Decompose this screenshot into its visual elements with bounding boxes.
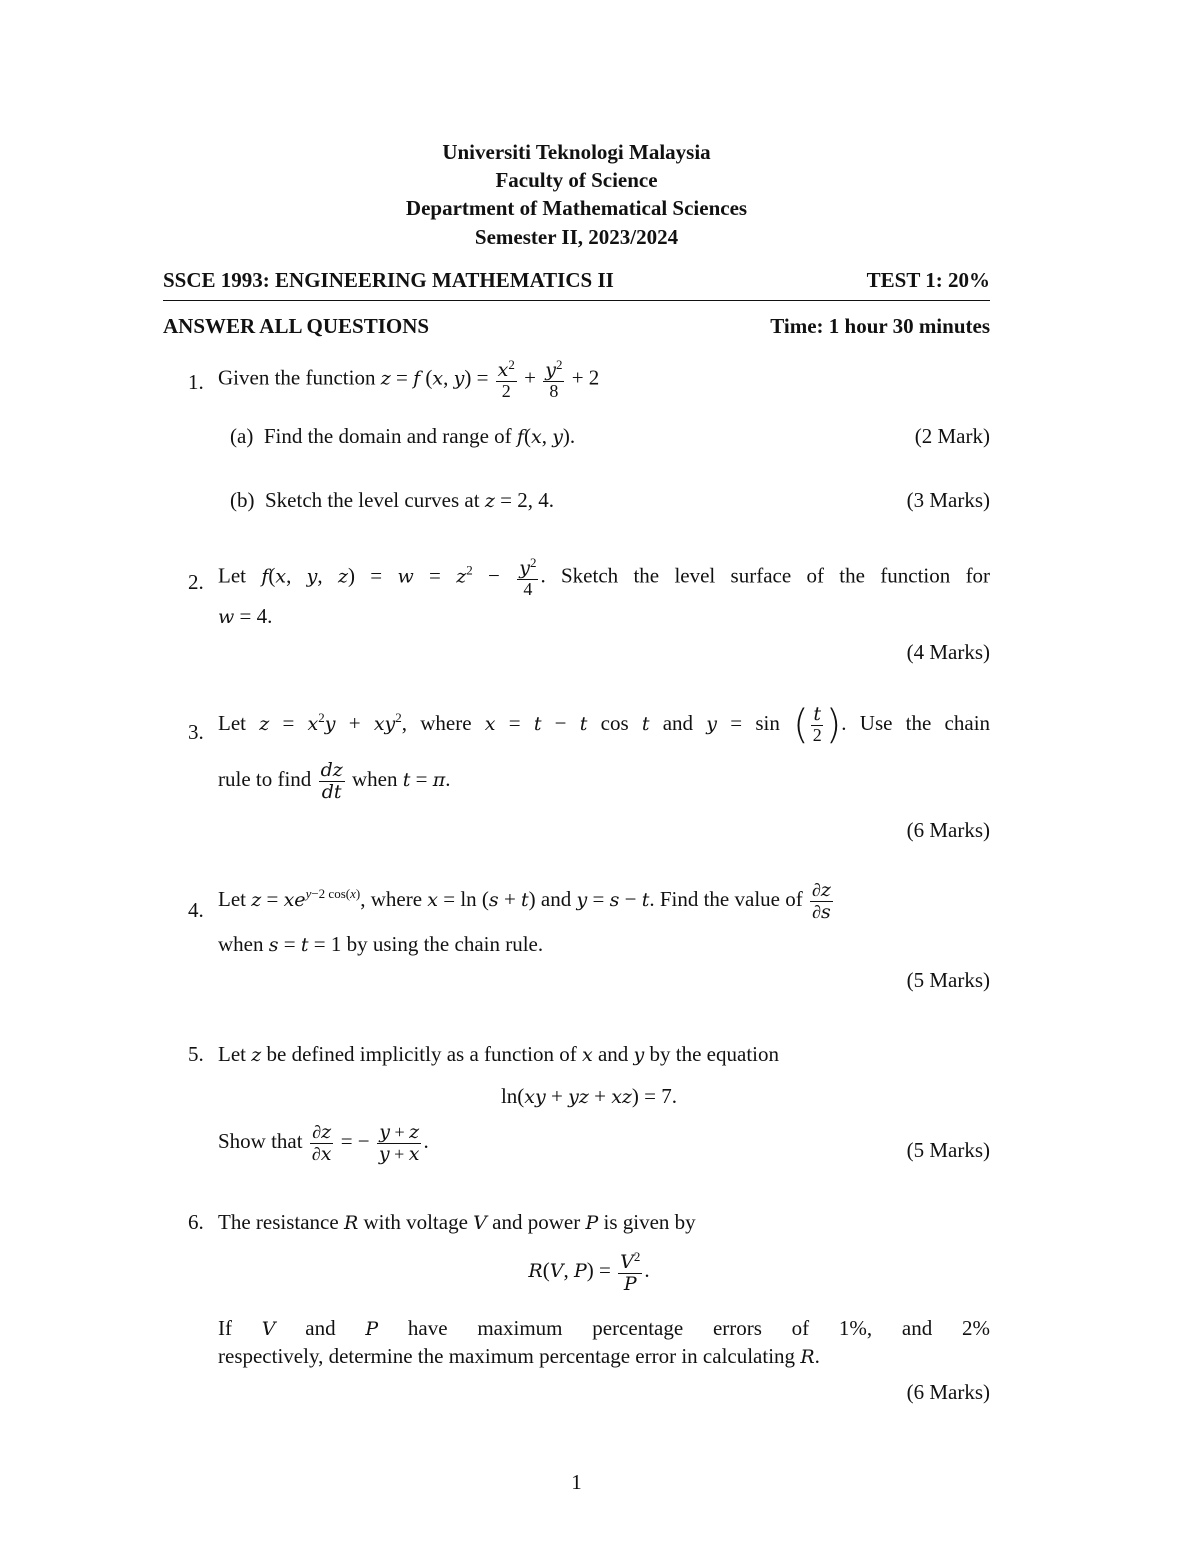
instruction-row [163,314,990,339]
university-name: Universiti Teknologi Malaysia [442,140,711,164]
question-text: Let $z = xe^{y-2 cos(x)}$, where x = ln (s + t) and y = s − t. Find the value of $\frac{\partial z}{\partial s}$ [218,879,831,923]
fraction: $\frac{dz}{dt}$ [320,759,343,803]
resistance-formula: R(V, P) = $\frac{V^2}{P}$ . [528,1249,650,1295]
question-number: 1. [188,370,204,394]
question-1 [188,357,990,512]
fraction: $\frac{\partial z}{\partial s}$ [811,879,831,923]
marks: (5 Marks) [906,968,990,992]
semester: Semester II, 2023/2024 [474,225,679,249]
fraction: $\frac{y + z}{y + x}$ [378,1121,420,1165]
question-text-cont: when s = t = 1 by using the chain rule. [218,932,544,956]
time-allowed: Time: 1 hour 30 minutes [770,314,990,338]
course-title: SSCE 1993: ENGINEERING MATHEMATICS II [163,268,614,292]
question-text-cont: If V and P have maximum percentage errors of 1%, and 2% [218,1316,991,1340]
marks: (2 Mark) [914,424,990,448]
question-text: Let z be defined implicitly as a function of x and y by the equation [218,1042,779,1066]
fraction: $\frac{\partial z}{\partial x}$ [311,1121,332,1165]
question-number: 2. [188,570,204,594]
question-text-cont: rule to find $\frac{dz}{dt}$ when t = π. [218,759,451,803]
marks: (3 Marks) [906,488,990,512]
fraction: $\frac{V^2}{P}$ [620,1249,641,1295]
implicit-equation: ln(xy + yz + xz) = 7. [500,1084,678,1108]
question-text-cont: w = 4. [218,604,273,628]
question-text: Let f(x, y, $z) = w = z^2$ − $\frac{y^2}{4}$ . Sketch the level surface of the function for [218,555,991,599]
course-row [163,268,990,293]
marks: (6 Marks) [906,818,990,842]
question-2 [188,552,990,667]
marks: (5 Marks) [906,1138,990,1162]
part-b: (b) Sketch the level curves at z = 2, 4. [230,488,554,512]
question-6 [188,1208,990,1408]
question-3 [188,700,990,850]
question-text: Let $z = x^2y + xy^2$, where x = t − t cos t and y = sin ( $\frac{t}{2}$ ). Use the chain [218,702,991,748]
fraction: $\frac{t}{2}$ [812,703,822,746]
marks: (4 Marks) [906,640,990,664]
fraction: $\frac{x^2}{2}$ [497,357,515,401]
question-text: The resistance R with voltage V and power P is given by [218,1210,696,1234]
question-number: 6. [188,1210,204,1234]
faculty-name: Faculty of Science [495,168,658,192]
question-number: 5. [188,1042,204,1066]
question-number: 3. [188,720,204,744]
page-number: 1 [571,1470,582,1494]
question-number: 4. [188,898,204,922]
question-4 [188,880,990,995]
instruction: ANSWER ALL QUESTIONS [163,314,430,338]
question-text-cont-2: respectively, determine the maximum percentage error in calculating R. [218,1344,820,1368]
fraction: $\frac{y^2}{8}$ [545,357,563,401]
show-that: Show that $\frac{\partial z}{\partial x}$ = − $\frac{y + z}{y + x}$ . [218,1121,429,1165]
fraction: $\frac{y^2}{4}$ [519,555,537,599]
test-weight: TEST 1: 20% [866,268,990,292]
department-name: Department of Mathematical Sciences [405,196,748,220]
marks: (6 Marks) [906,1380,990,1404]
question-5 [188,1040,990,1190]
header-divider [163,300,990,301]
question-text: Given the function z = f (x, y) = $\frac{x^2}{2}$ + $\frac{y^2}{8}$ + 2 [218,357,600,401]
part-a: (a) Find the domain and range of f(x, y). [230,424,576,448]
